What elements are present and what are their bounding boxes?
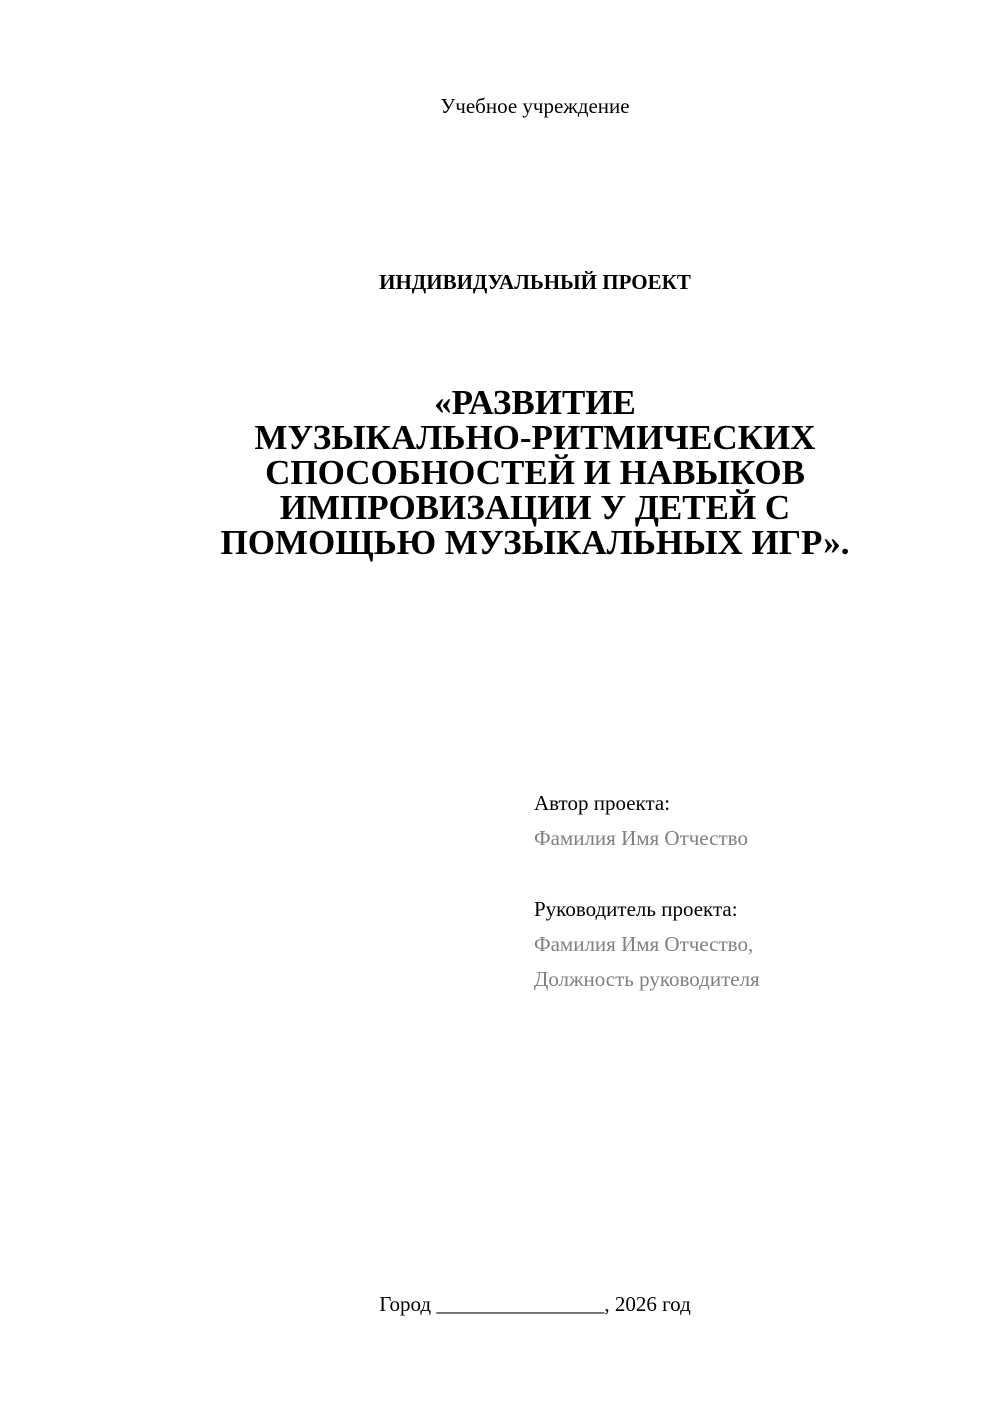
author-label: Автор проекта:	[534, 791, 671, 815]
supervisor-position: Должность руководителя	[534, 967, 760, 991]
title-line: МУЗЫКАЛЬНО-РИТМИЧЕСКИХ	[254, 418, 816, 457]
title-line: «РАЗВИТИЕ	[434, 383, 636, 422]
title-line: ПОМОЩЬЮ МУЗЫКАЛЬНЫХ ИГР».	[220, 523, 850, 562]
project-title	[150, 385, 920, 560]
title-line: ИМПРОВИЗАЦИИ У ДЕТЕЙ С	[279, 488, 791, 527]
institution-name: Учебное учреждение	[440, 94, 630, 118]
supervisor-name: Фамилия Имя Отчество,	[534, 932, 754, 956]
city-year-line: Город ________________, 2026 год	[379, 1292, 691, 1316]
author-block	[534, 786, 748, 856]
supervisor-label: Руководитель проекта:	[534, 897, 738, 921]
title-line: СПОСОБНОСТЕЙ И НАВЫКОВ	[265, 453, 805, 492]
author-name: Фамилия Имя Отчество	[534, 826, 748, 850]
supervisor-block	[534, 892, 760, 997]
document-type: ИНДИВИДУАЛЬНЫЙ ПРОЕКТ	[379, 270, 691, 294]
